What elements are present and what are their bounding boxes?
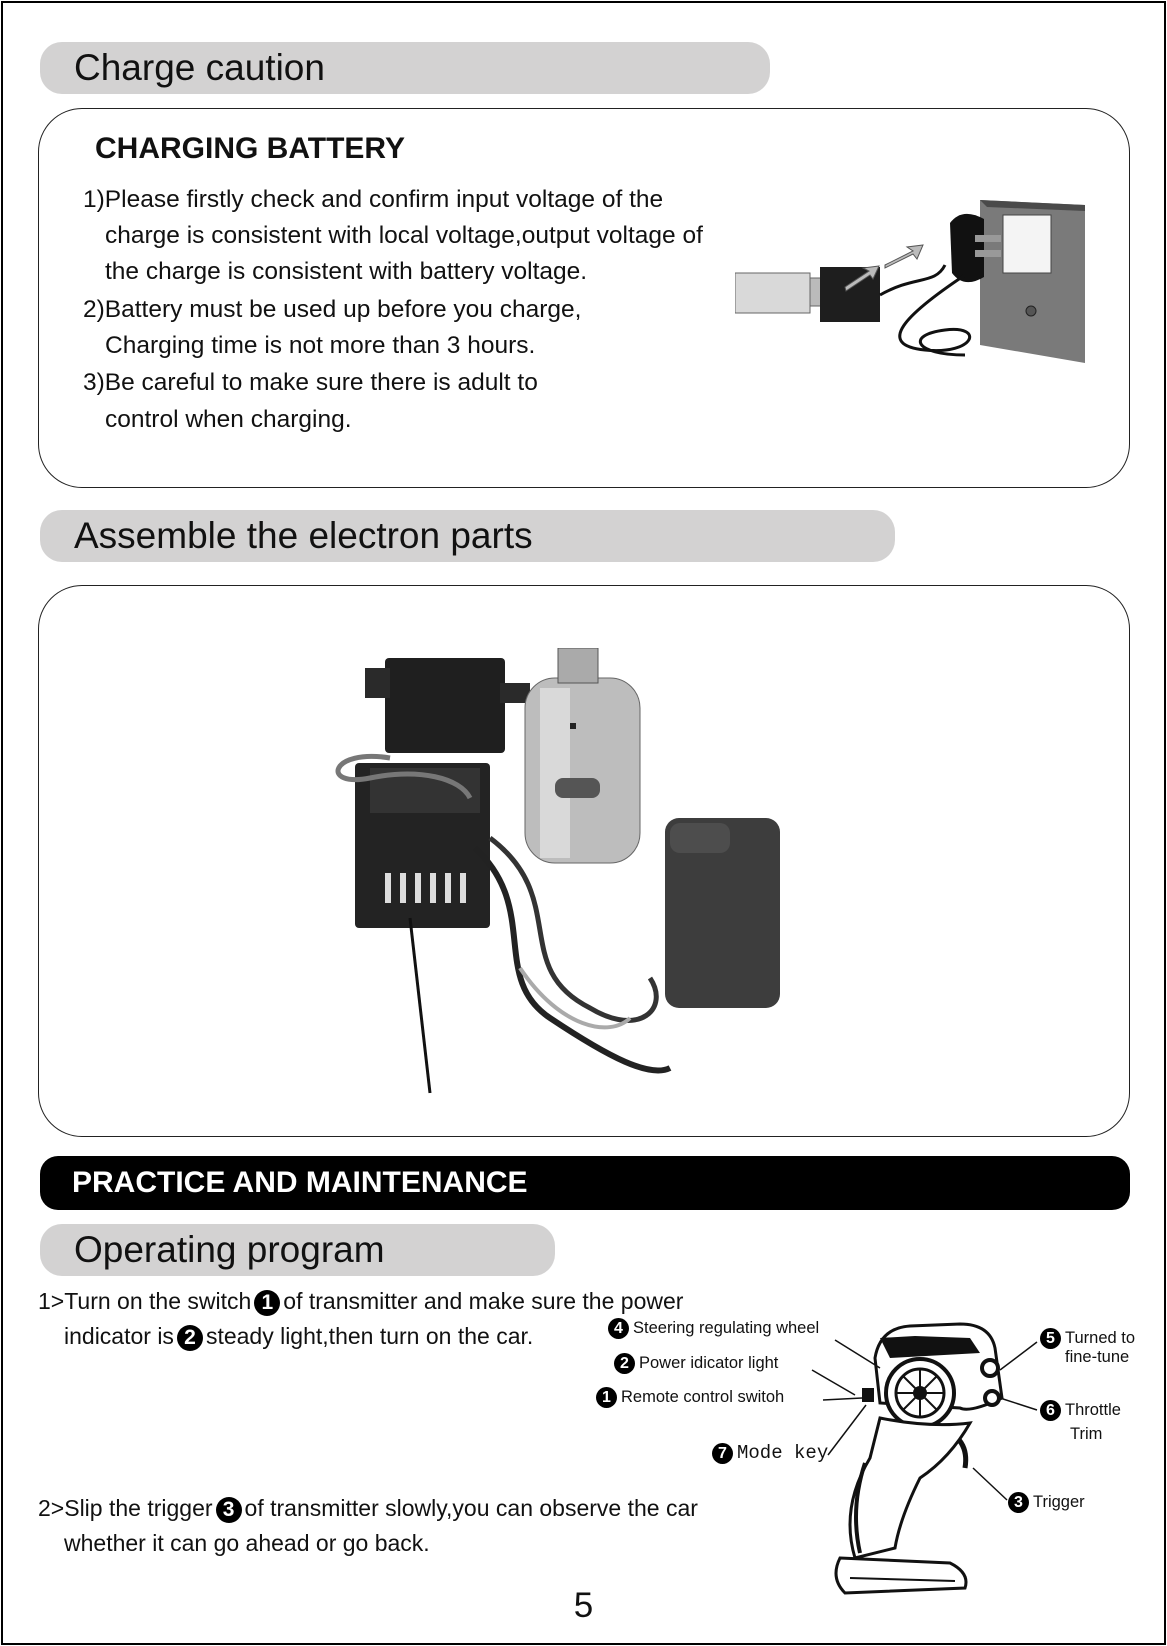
operating-step-1-cont: indicator is 2 steady light,then turn on the car. <box>64 1323 534 1349</box>
callout-remote-switch: 1 Remote control switoh <box>596 1387 784 1408</box>
charging-line-1: 1)Please firstly check and confirm input voltage of the <box>83 186 664 213</box>
callout-throttle-trim: 6 Throttle Trim <box>1040 1398 1121 1446</box>
callout-mode-key: 7 Mode key <box>712 1442 828 1464</box>
page-number: 5 <box>573 1586 594 1625</box>
number-badge: 1 <box>254 1290 280 1316</box>
charging-line-5: Charging time is not more than 3 hours. <box>105 332 536 359</box>
callout-power-indicator: 2 Power idicator light <box>614 1353 778 1374</box>
callout-fine-tune: 5 Turned to fine-tune <box>1040 1328 1135 1366</box>
charging-line-2: charge is consistent with local voltage,output voltage of <box>105 222 703 249</box>
charging-line-4: 2)Battery must be used up before you charge, <box>83 296 582 323</box>
callout-steering-wheel: 4 Steering regulating wheel <box>608 1318 819 1339</box>
operating-step-2: 2>Slip the trigger 3 of transmitter slowly,you can observe the car <box>38 1495 698 1521</box>
section-title-practice: PRACTICE AND MAINTENANCE <box>40 1156 1130 1210</box>
section-title-assemble: Assemble the electron parts <box>40 510 895 562</box>
section-title-operating: Operating program <box>40 1224 555 1276</box>
charging-line-7: control when charging. <box>105 406 352 433</box>
operating-step-1: 1>Turn on the switch 1 of transmitter and make sure the power <box>38 1288 684 1314</box>
section-title-charge-caution: Charge caution <box>40 42 770 94</box>
charging-line-6: 3)Be careful to make sure there is adult to <box>83 369 538 396</box>
number-badge: 2 <box>177 1325 203 1351</box>
callout-trigger: 3 Trigger <box>1008 1492 1085 1513</box>
charging-line-3: the charge is consistent with battery voltage. <box>105 258 588 285</box>
operating-step-2-cont: whether it can go ahead or go back. <box>64 1530 430 1556</box>
number-badge: 3 <box>216 1497 242 1523</box>
charging-heading: CHARGING BATTERY <box>95 132 405 165</box>
